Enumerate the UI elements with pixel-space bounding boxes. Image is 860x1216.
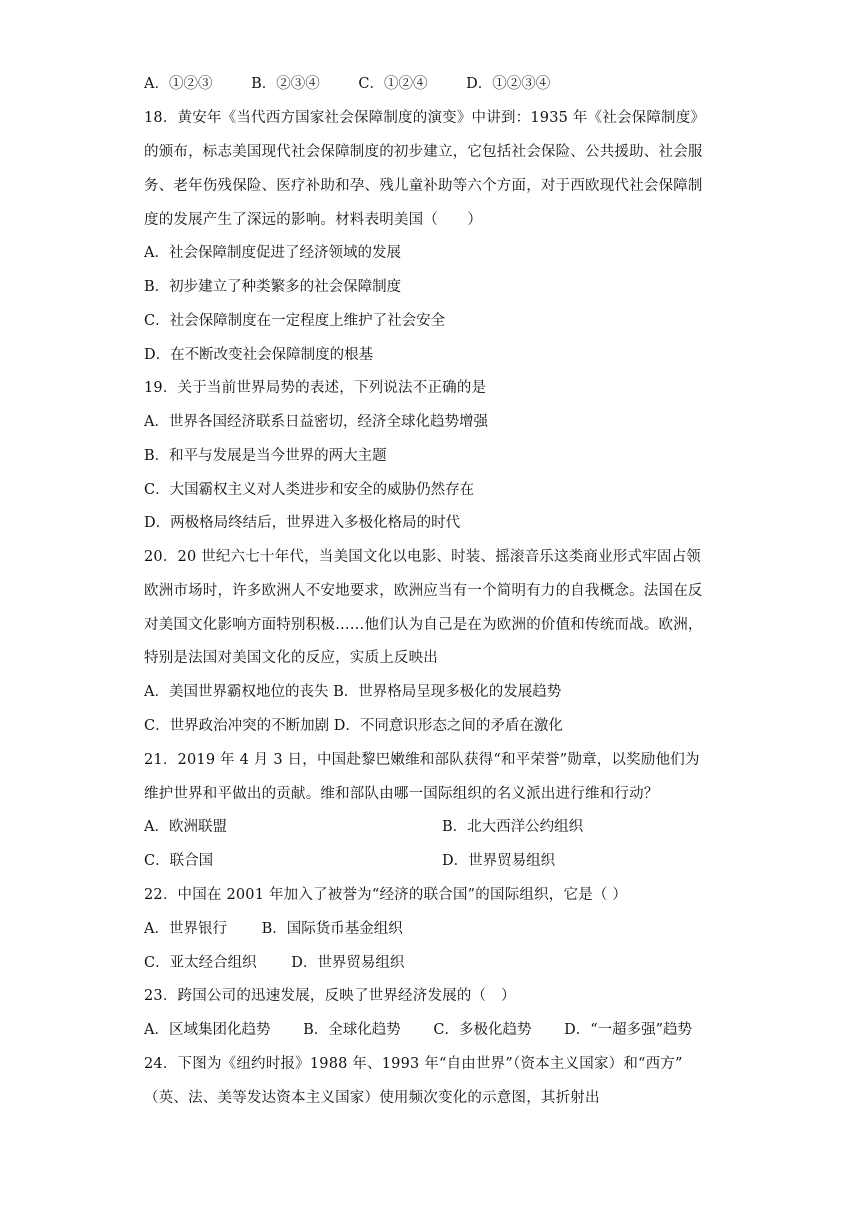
q17-options [144,74,550,94]
q18-option-a: A．社会保障制度促进了经济领域的发展 [144,245,401,261]
q21-option-d: D．世界贸易组织 [442,853,556,869]
q18-option-b: B．初步建立了种类繁多的社会保障制度 [144,279,402,295]
q21-option-a: A．欧洲联盟 [144,819,227,835]
q21-stem-line-1: 21．2019 年 4 月 3 日，中国赴黎巴嫩维和部队获得“和平荣誉”勋章，以奖励他们为 [144,752,700,768]
q21-stem-line-2: 维护世界和平做出的贡献。维和部队由哪一国际组织的名义派出进行维和行动？ [144,786,659,802]
q19-option-d: D．两极格局终结后，世界进入多极化格局的时代 [144,515,461,531]
q18-stem-line-2: 的颁布，标志美国现代社会保障制度的初步建立，它包括社会保险、公共援助、社会服 [144,144,703,160]
q17-option-a: A．①②③ [144,76,213,92]
q17-option-b: B．②③④ [251,76,320,92]
q18-option-d: D．在不断改变社会保障制度的根基 [144,347,374,363]
q22-option-b: B．国际货币基金组织 [261,921,403,937]
q22-options-row-1 [144,919,403,939]
q17-option-d: D．①②③④ [466,76,551,92]
q22-option-a: A．世界银行 [144,921,227,937]
q19-stem: 19．关于当前世界局势的表述，下列说法不正确的是 [144,380,487,396]
q22-option-c: C．亚太经合组织 [144,955,257,971]
q20-stem-line-3: 对美国文化影响方面特别积极……他们认为自己是在为欧洲的价值和传统而战。欧洲， [144,617,703,633]
q23-option-d: D．“一超多强”趋势 [564,1022,693,1038]
q20-options-row-1: A．美国世界霸权地位的丧失 B．世界格局呈现多极化的发展趋势 [144,684,562,700]
q20-options-row-2: C．世界政治冲突的不断加剧 D．不同意识形态之间的矛盾在激化 [144,718,563,734]
q23-stem: 23．跨国公司的迅速发展，反映了世界经济发展的（ ） [144,988,516,1004]
q21-option-c: C．联合国 [144,853,214,869]
q23-options [144,1020,692,1040]
q18-stem-line-4: 度的发展产生了深远的影响。材料表明美国（ ） [144,212,483,228]
q21-option-b: B．北大西洋公约组织 [442,819,584,835]
q22-options-row-2 [144,953,404,973]
q19-option-c: C．大国霸权主义对人类进步和安全的威胁仍然存在 [144,482,475,498]
q18-option-c: C．社会保障制度在一定程度上维护了社会安全 [144,313,446,329]
q19-option-b: B．和平与发展是当今世界的两大主题 [144,448,387,464]
q23-option-a: A．区域集团化趋势 [144,1022,271,1038]
q22-option-d: D．世界贸易组织 [291,955,405,971]
q20-stem-line-2: 欧洲市场时，许多欧洲人不安地要求，欧洲应当有一个简明有力的自我概念。法国在反 [144,583,703,599]
q24-stem-line-2: （英、法、美等发达资本主义国家）使用频次变化的示意图，其折射出 [144,1090,600,1106]
q23-option-b: B．全球化趋势 [303,1022,401,1038]
q18-stem-line-3: 务、老年伤残保险、医疗补助和孕、残儿童补助等六个方面，对于西欧现代社会保障制 [144,178,703,194]
q24-stem-line-1: 24．下图为《纽约时报》1988 年、1993 年“自由世界”（资本主义国家）和“西方” [144,1056,683,1072]
q20-stem-line-1: 20．20 世纪六七十年代，当美国文化以电影、时装、摇滚音乐这类商业形式牢固占领 [144,549,702,565]
q23-option-c: C．多极化趋势 [433,1022,532,1038]
q22-stem: 22．中国在 2001 年加入了被誉为“经济的联合国”的国际组织，它是（ ） [144,887,628,903]
q19-option-a: A．世界各国经济联系日益密切，经济全球化趋势增强 [144,414,488,430]
q18-stem-line-1: 18．黄安年《当代西方国家社会保障制度的演变》中讲到：1935 年《社会保障制度》 [144,110,706,126]
q20-stem-line-4: 特别是法国对美国文化的反应，实质上反映出 [144,650,438,666]
q17-option-c: C．①②④ [358,76,428,92]
